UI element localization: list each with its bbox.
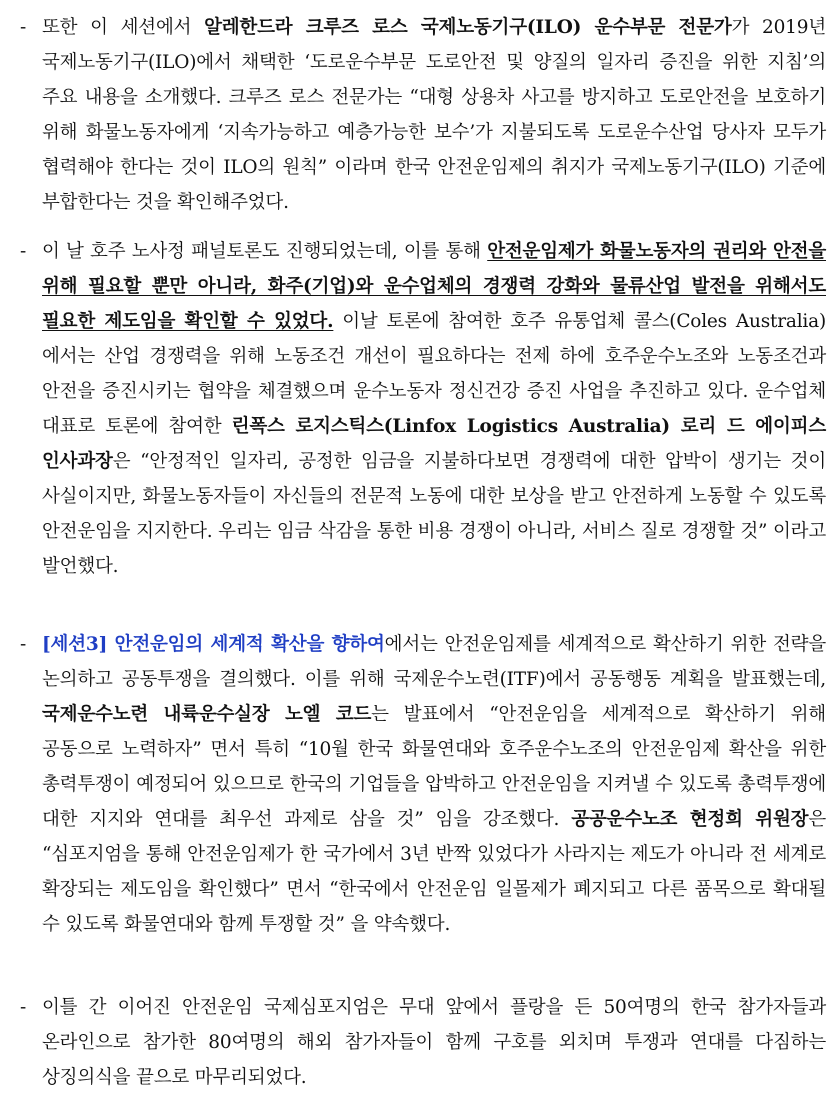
speaker-name-bold: 알레한드라 크루즈 로스 국제노동기구(ILO) 운수부문 전문가	[204, 17, 732, 38]
speaker-name-bold: 린폭스 로지스틱스(Linfox Logistics Australia) 로리 드 에이피스 인사과장	[42, 416, 826, 472]
speaker-name-bold: 공공운수노조 현정희 위원장	[571, 809, 809, 830]
emphasis-underlined: 안전운임제가 화물노동자의 권리와 안전을 위해 필요할 뿐만 아니라, 화주(기업)와 운수업체의 경쟁력 강화와 물류산업 발전을 위해서도 필요한 제도임을 확인할 수 있었다.	[42, 241, 826, 332]
bullet-dash: -	[20, 634, 27, 655]
text-segment: 이틀 간 이어진 안전운임 국제심포지엄은 무대 앞에서 플랑을 든 50여명의 한국 참가자들과 온라인으로 참가한 80여명의 해외 참가자들이 함께 구호를 외치며 투쟁과 연대를 다짐하는 상징의식을 끝으로 마무리되었다.	[42, 997, 826, 1088]
paragraph-text	[42, 990, 826, 1095]
text-segment: 이 날 호주 노사정 패널토론도 진행되었는데, 이를 통해	[42, 241, 488, 262]
speaker-name-bold: 국제운수노련 내륙운수실장 노엘 코드	[42, 704, 372, 725]
bullet-dash: -	[20, 997, 27, 1018]
bullet-dash: -	[20, 241, 27, 262]
text-segment: 는 발표에서 “안전운임을 세계적으로 확산하기 위해 공동으로 노력하자” 면서 특히 “10월 한국 화물연대와 호주운수노조의 안전운임제 확산을 위한 총력투쟁이 예정되어 있으므로 한국의 기업들을 압박하고 안전운임을 지켜낼 수 있도록 총력투쟁에 대한 지지와 연대를 최우선 과제로 삼을 것” 임을 강조했다.	[42, 704, 826, 830]
text-segment: 에서는 안전운임제를 세계적으로 확산하기 위한 전략을 논의하고 공동투쟁을 결의했다. 이를 위해 국제운수노련(ITF)에서 공동행동 계획을 발표했는데,	[42, 634, 826, 690]
text-segment: 또한 이 세션에서	[42, 17, 205, 38]
text-segment: 은 “안정적인 일자리, 공정한 임금을 지불하다보면 경쟁력에 대한 압박이 생기는 것이 사실이지만, 화물노동자들이 자신들의 전문적 노동에 대한 보상을 받고 안전하게 노동할 수 있도록 안전운임을 지지한다. 우리는 임금 삭감을 통한 비용 경쟁이 아니라, 서비스 질로 경쟁할 것” 이라고 발언했다.	[42, 451, 826, 577]
text-segment: 이날 토론에 참여한 호주 유통업체 콜스(Coles Australia)에서는 산업 경쟁력을 위해 노동조건 개선이 필요하다는 전제 하에 호주운수노조와 노동조건과 안전을 증진시키는 협약을 체결했으며 운수노동자 정신건강 증진 사업을 추진하고 있다. 운수업체 대표로 토론에 참여한	[42, 311, 826, 437]
bullet-dash: -	[20, 17, 27, 38]
text-segment: 은 “심포지엄을 통해 안전운임제가 한 국가에서 3년 반짝 있었다가 사라지는 제도가 아니라 전 세계로 확장되는 제도임을 확인했다” 면서 “한국에서 안전운임 일몰제가 폐지되고 다른 품목으로 확대될 수 있도록 화물연대와 함께 투쟁할 것” 을 약속했다.	[42, 809, 826, 935]
text-segment: 가 2019년 국제노동기구(ILO)에서 채택한 ‘도로운수부문 도로안전 및 양질의 일자리 증진을 위한 지침’의 주요 내용을 소개했다. 크루즈 로스 전문가는 “대형 상용차 사고를 방지하고 도로안전을 보호하기 위해 화물노동자에게 ‘지속가능하고 예층가능한 보수’가 지불되도록 도로운수산업 당사자 모두가 협력해야 한다는 것이 ILO의 원칙” 이라며 한국 안전운임제의 취지가 국제노동기구(ILO) 기준에 부합한다는 것을 확인해주었다.	[42, 17, 826, 213]
paragraph-text	[42, 627, 826, 942]
paragraph-text	[42, 10, 826, 220]
paragraph-text	[42, 234, 826, 584]
session-title: [세션3] 안전운임의 세계적 확산을 향하여	[42, 634, 385, 655]
